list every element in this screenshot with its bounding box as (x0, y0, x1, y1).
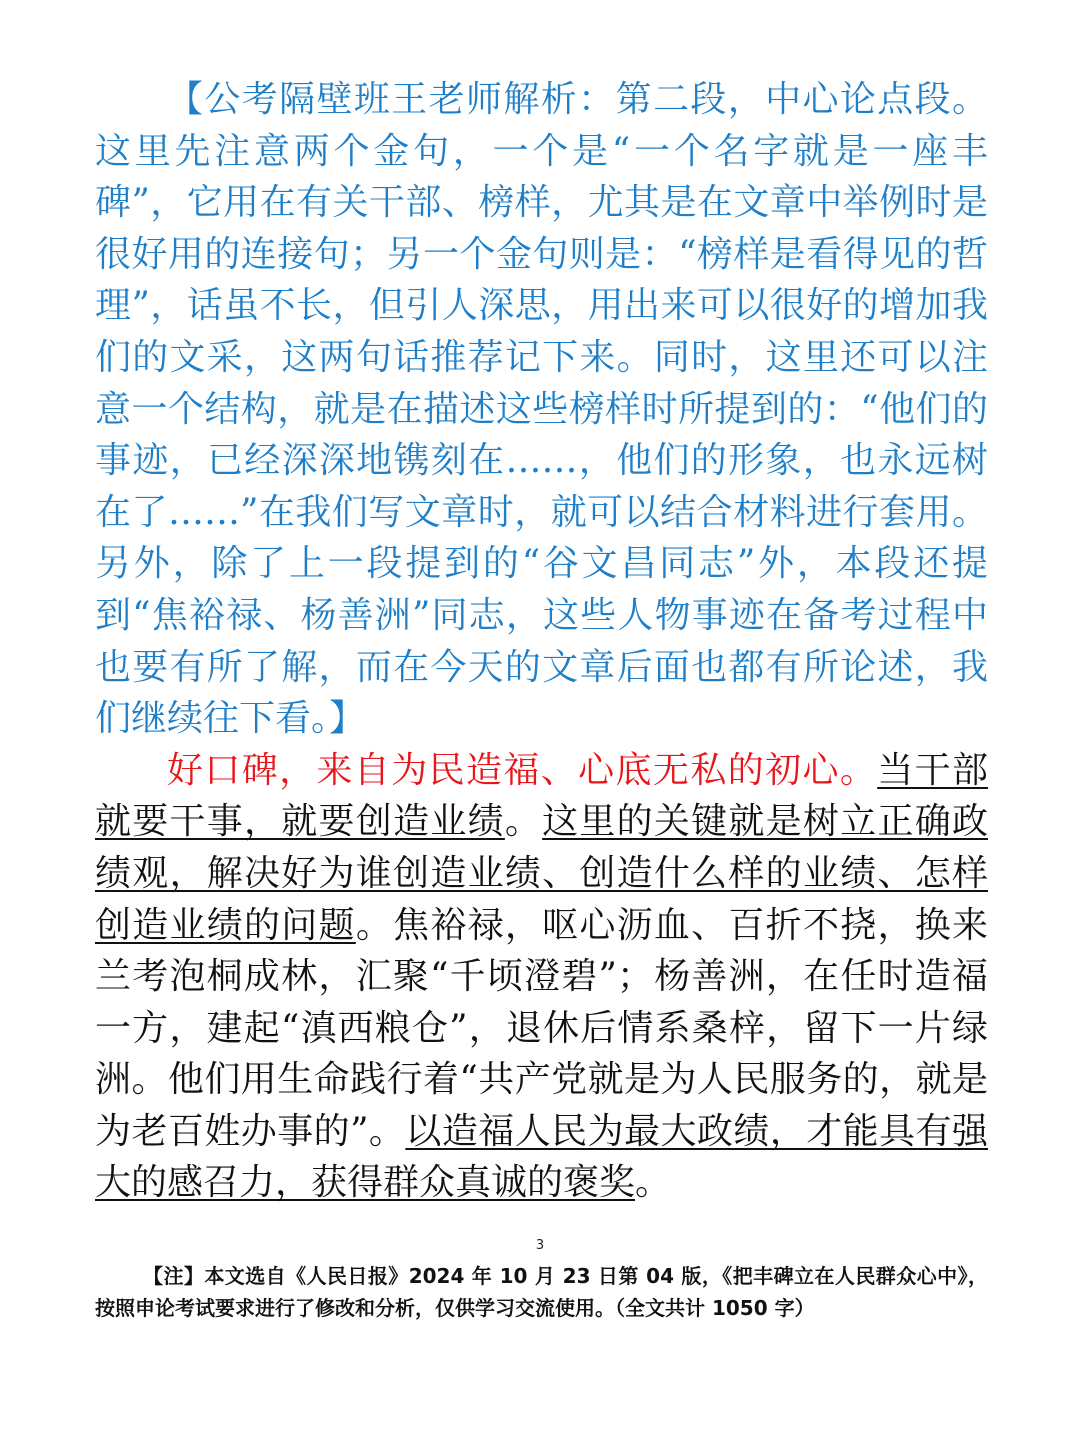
analysis-paragraph: 【公考隔壁班王老师解析：第二段，中心论点段。这里先注意两个金句，一个是“一个名字就是一座丰碑”，它用在有关干部、榜样，尤其是在文章中举例时是很好用的连接句；另一个金句则是：“榜样是看得见的哲理”，话虽不长，但引人深思，用出来可以很好的增加我们的文采，这两句话推荐记下来。同时，这里还可以注意一个结构，就是在描述这些榜样时所提到的：“他们的事迹，已经深深地镌刻在……，他们的形象，也永远树在了……”在我们写文章时，就可以结合材料进行套用。另外，除了上一段提到的“谷文昌同志”外，本段还提到“焦裕禄、杨善洲”同志，这些人物事迹在备考过程中也要有所了解，而在今天的文章后面也都有所论述，我们继续往下看。】 (95, 79, 988, 740)
document-body (95, 74, 988, 1209)
body-text-1: 。 (504, 801, 543, 843)
underlined-sentence-2: 这里的关键就是树立正确政绩观，解决好为谁创造业绩、创造什么样的业绩、怎样创造业绩的问题 (95, 801, 988, 946)
underlined-sentence-3: 以造福人民为最大政绩，才能具有强大的感召力，获得群众真诚的褒奖 (95, 1110, 988, 1204)
underlined-sentence-1: 当干部就要干事，就要创造业绩 (95, 749, 988, 843)
body-text-3: 。 (635, 1162, 672, 1204)
lead-sentence: 好口碑，来自为民造福、心底无私的初心。 (167, 749, 878, 791)
page-number: 3 (535, 1238, 545, 1253)
body-text-2: 。焦裕禄，呕心沥血、百折不挠，换来兰考泡桐成林，汇聚“千顷澄碧”；杨善洲，在任时造福一方，建起“滇西粮仓”，退休后情系桑梓，留下一片绿洲。他们用生命践行着“共产党就是为人民服务的，就是为老百姓办事的”。 (95, 904, 988, 1152)
footnote: 【注】本文选自《人民日报》2024 年 10 月 23 日第 04 版，《把丰碑立在人民群众心中》，按照申论考试要求进行了修改和分析，仅供学习交流使用。（全文共计 1050 字） (95, 1264, 988, 1320)
main-paragraph (95, 745, 988, 1209)
